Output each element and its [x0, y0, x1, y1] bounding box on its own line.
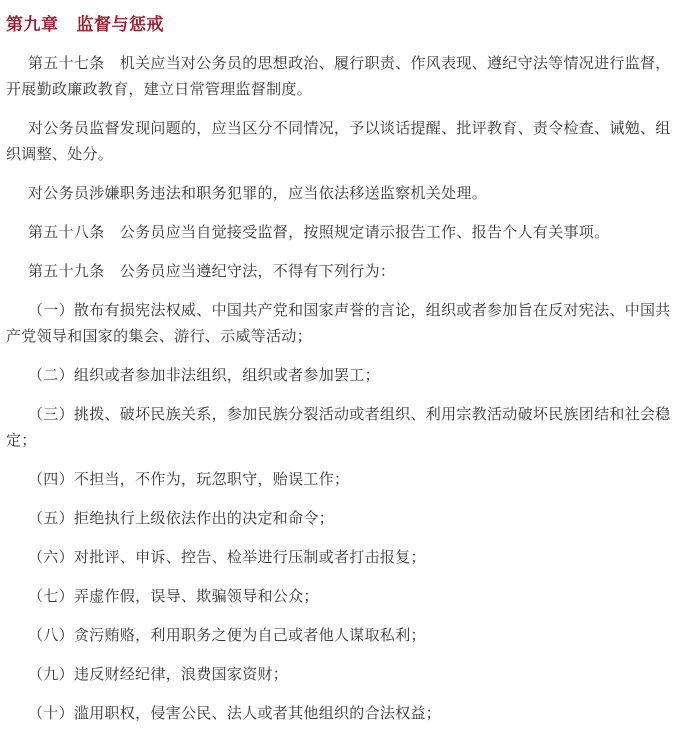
list-item: （二）组织或者参加非法组织，组织或者参加罢工； — [28, 366, 380, 384]
list-item: （九）违反财经纪律，浪费国家资财； — [28, 665, 289, 683]
list-item: （四）不担当，不作为，玩忽职守，贻误工作； — [28, 470, 350, 488]
chapter-name: 监督与惩戒 — [76, 15, 164, 35]
paragraph: 第五十七条 机关应当对公务员的思想政治、履行职责、作风表现、遵纪守法等情况进行监督，开展勤政廉政教育，建立日常管理监督制度。 — [6, 54, 671, 98]
article-body — [6, 50, 676, 726]
list-item: （一）散布有损宪法权威、中国共产党和国家声誉的言论，组织或者参加旨在反对宪法、中国共产党领导和国家的集会、游行、示威等活动； — [6, 301, 671, 345]
list-item: （八）贪污贿赂，利用职务之便为自己或者他人谋取私利； — [28, 626, 426, 644]
paragraph: 对公务员涉嫌职务违法和职务犯罪的，应当依法移送监察机关处理。 — [28, 184, 488, 202]
list-item: （三）挑拨、破坏民族关系，参加民族分裂活动或者组织、利用宗教活动破坏民族团结和社会稳定； — [6, 405, 671, 449]
chapter-title — [6, 0, 676, 40]
paragraph: 第五十八条 公务员应当自觉接受监督，按照规定请示报告工作、报告个人有关事项。 — [28, 223, 610, 241]
list-item: （六）对批评、申诉、控告、检举进行压制或者打击报复； — [28, 548, 426, 566]
chapter-number: 第九章 — [6, 15, 59, 35]
list-item: （十）滥用职权，侵害公民、法人或者其他组织的合法权益； — [28, 704, 442, 722]
list-item: （七）弄虚作假，误导、欺骗领导和公众； — [28, 587, 319, 605]
paragraph: 对公务员监督发现问题的，应当区分不同情况，予以谈话提醒、批评教育、责令检查、诫勉、组织调整、处分。 — [6, 119, 671, 163]
list-item: （五）拒绝执行上级依法作出的决定和命令； — [28, 509, 335, 527]
paragraph: 第五十九条 公务员应当遵纪守法，不得有下列行为： — [28, 262, 396, 280]
